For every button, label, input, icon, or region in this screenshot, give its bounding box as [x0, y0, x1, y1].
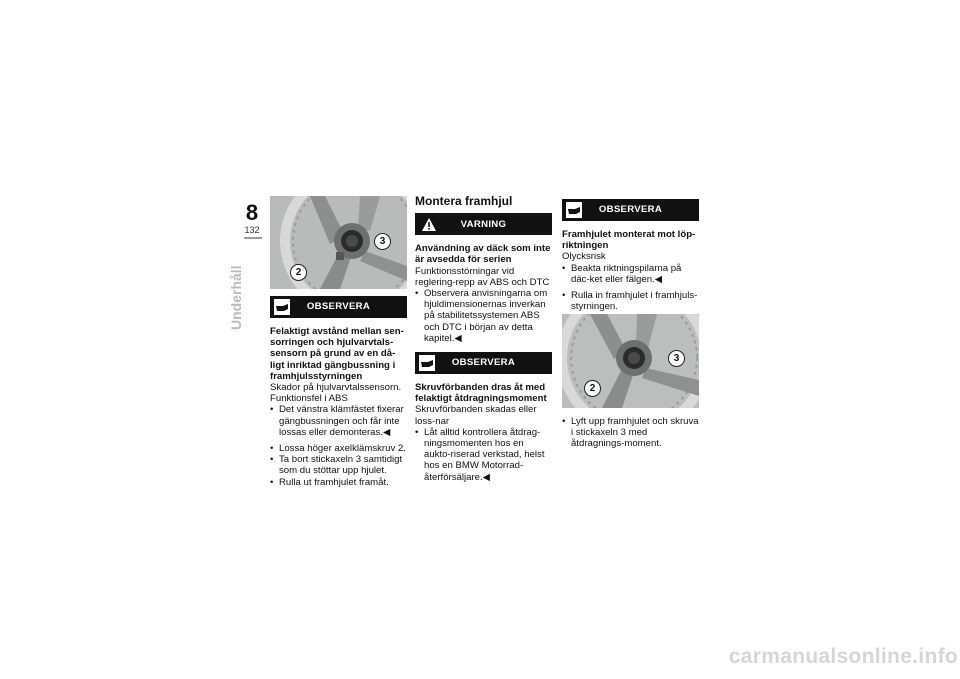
warning-heading: Användning av däck som inte är avsedda för serien	[415, 243, 551, 266]
notice-body: Skador på hjulvarvtalssensorn. Funktionsfel i ABS	[270, 382, 402, 405]
list-item: • Låt alltid kontrollera åtdrag-ningsmomenten hos en aukto-riserad verkstad, helst hos en BMW Motorrad-återförsäljare.◀	[415, 427, 552, 483]
warning-label: VARNING	[460, 218, 507, 230]
column-1	[270, 296, 407, 488]
notice-label: OBSERVERA	[451, 357, 516, 369]
list-item: • Lossa höger axelklämskruv 2.	[270, 443, 407, 454]
notice-heading: Skruvförbanden dras åt med felaktigt åtdragningsmoment	[415, 382, 547, 405]
list-item: • Det vänstra klämfästet fixerar gängbussningen och får inte lossas eller demonteras.◀	[270, 404, 407, 438]
chapter-title: Underhåll	[228, 265, 244, 330]
warning-body: Funktionsstörningar vid reglering-repp av ABS och DTC	[415, 265, 550, 288]
bullet-list	[415, 427, 552, 483]
notice-hand-icon	[566, 202, 582, 218]
notice-body: Skruvförbanden skadas eller loss-nar	[415, 404, 537, 427]
notice-label: OBSERVERA	[306, 301, 371, 313]
notice-body: Olycksrisk	[562, 251, 606, 263]
bullet-list	[562, 416, 699, 450]
notice-banner	[562, 199, 699, 221]
column-3	[562, 199, 699, 312]
chapter-number: 8	[245, 200, 259, 225]
list-item: • Rulla ut framhjulet framåt.	[270, 477, 407, 488]
wheel-hub-photo-right	[562, 314, 699, 408]
notice-hand-icon	[274, 299, 290, 315]
callout-3: 3	[374, 233, 391, 250]
page-number: 132	[244, 225, 260, 235]
notice-heading: Felaktigt avstånd mellan sen-sorringen och hjulvarvtals-sensorn på grund av en då-ligt inriktad gängbussning i framhjulsstyrningen	[270, 326, 404, 382]
notice-banner	[415, 352, 552, 374]
notice-hand-icon	[419, 355, 435, 371]
bullet-list	[270, 404, 407, 487]
chapter-divider	[244, 237, 262, 239]
callout-2: 2	[584, 380, 601, 397]
notice-heading: Framhjulet monterat mot löp-riktningen	[562, 229, 696, 252]
bullet-list	[562, 263, 699, 313]
wheel-hub-photo-top	[270, 196, 407, 289]
list-item: • Rulla in framhjulet i framhjuls-styrningen.	[562, 290, 699, 312]
warning-triangle-icon	[421, 216, 437, 232]
bullet-list	[415, 288, 552, 344]
list-item: • Beakta riktningspilarna på däc-ket eller fälgen.◀	[562, 263, 699, 285]
column-2	[415, 196, 552, 483]
notice-label: OBSERVERA	[598, 204, 663, 216]
callout-2: 2	[290, 264, 307, 281]
warning-banner	[415, 213, 552, 235]
notice-banner	[270, 296, 407, 318]
list-item: • Ta bort stickaxeln 3 samtidigt som du stöttar upp hjulet.	[270, 454, 407, 476]
list-item: • Lyft upp framhjulet och skruva i stickaxeln 3 med åtdragnings-moment.	[562, 416, 699, 450]
list-item: • Observera anvisningarna om hjuldimensionernas inverkan på stabilitetssystemen ABS och DTC i början av detta kapitel.◀	[415, 288, 552, 344]
watermark: carmanualsonline.info	[728, 645, 958, 668]
section-title: Montera framhjul	[415, 194, 513, 208]
column-3-continued	[562, 416, 699, 450]
callout-3: 3	[668, 350, 685, 367]
